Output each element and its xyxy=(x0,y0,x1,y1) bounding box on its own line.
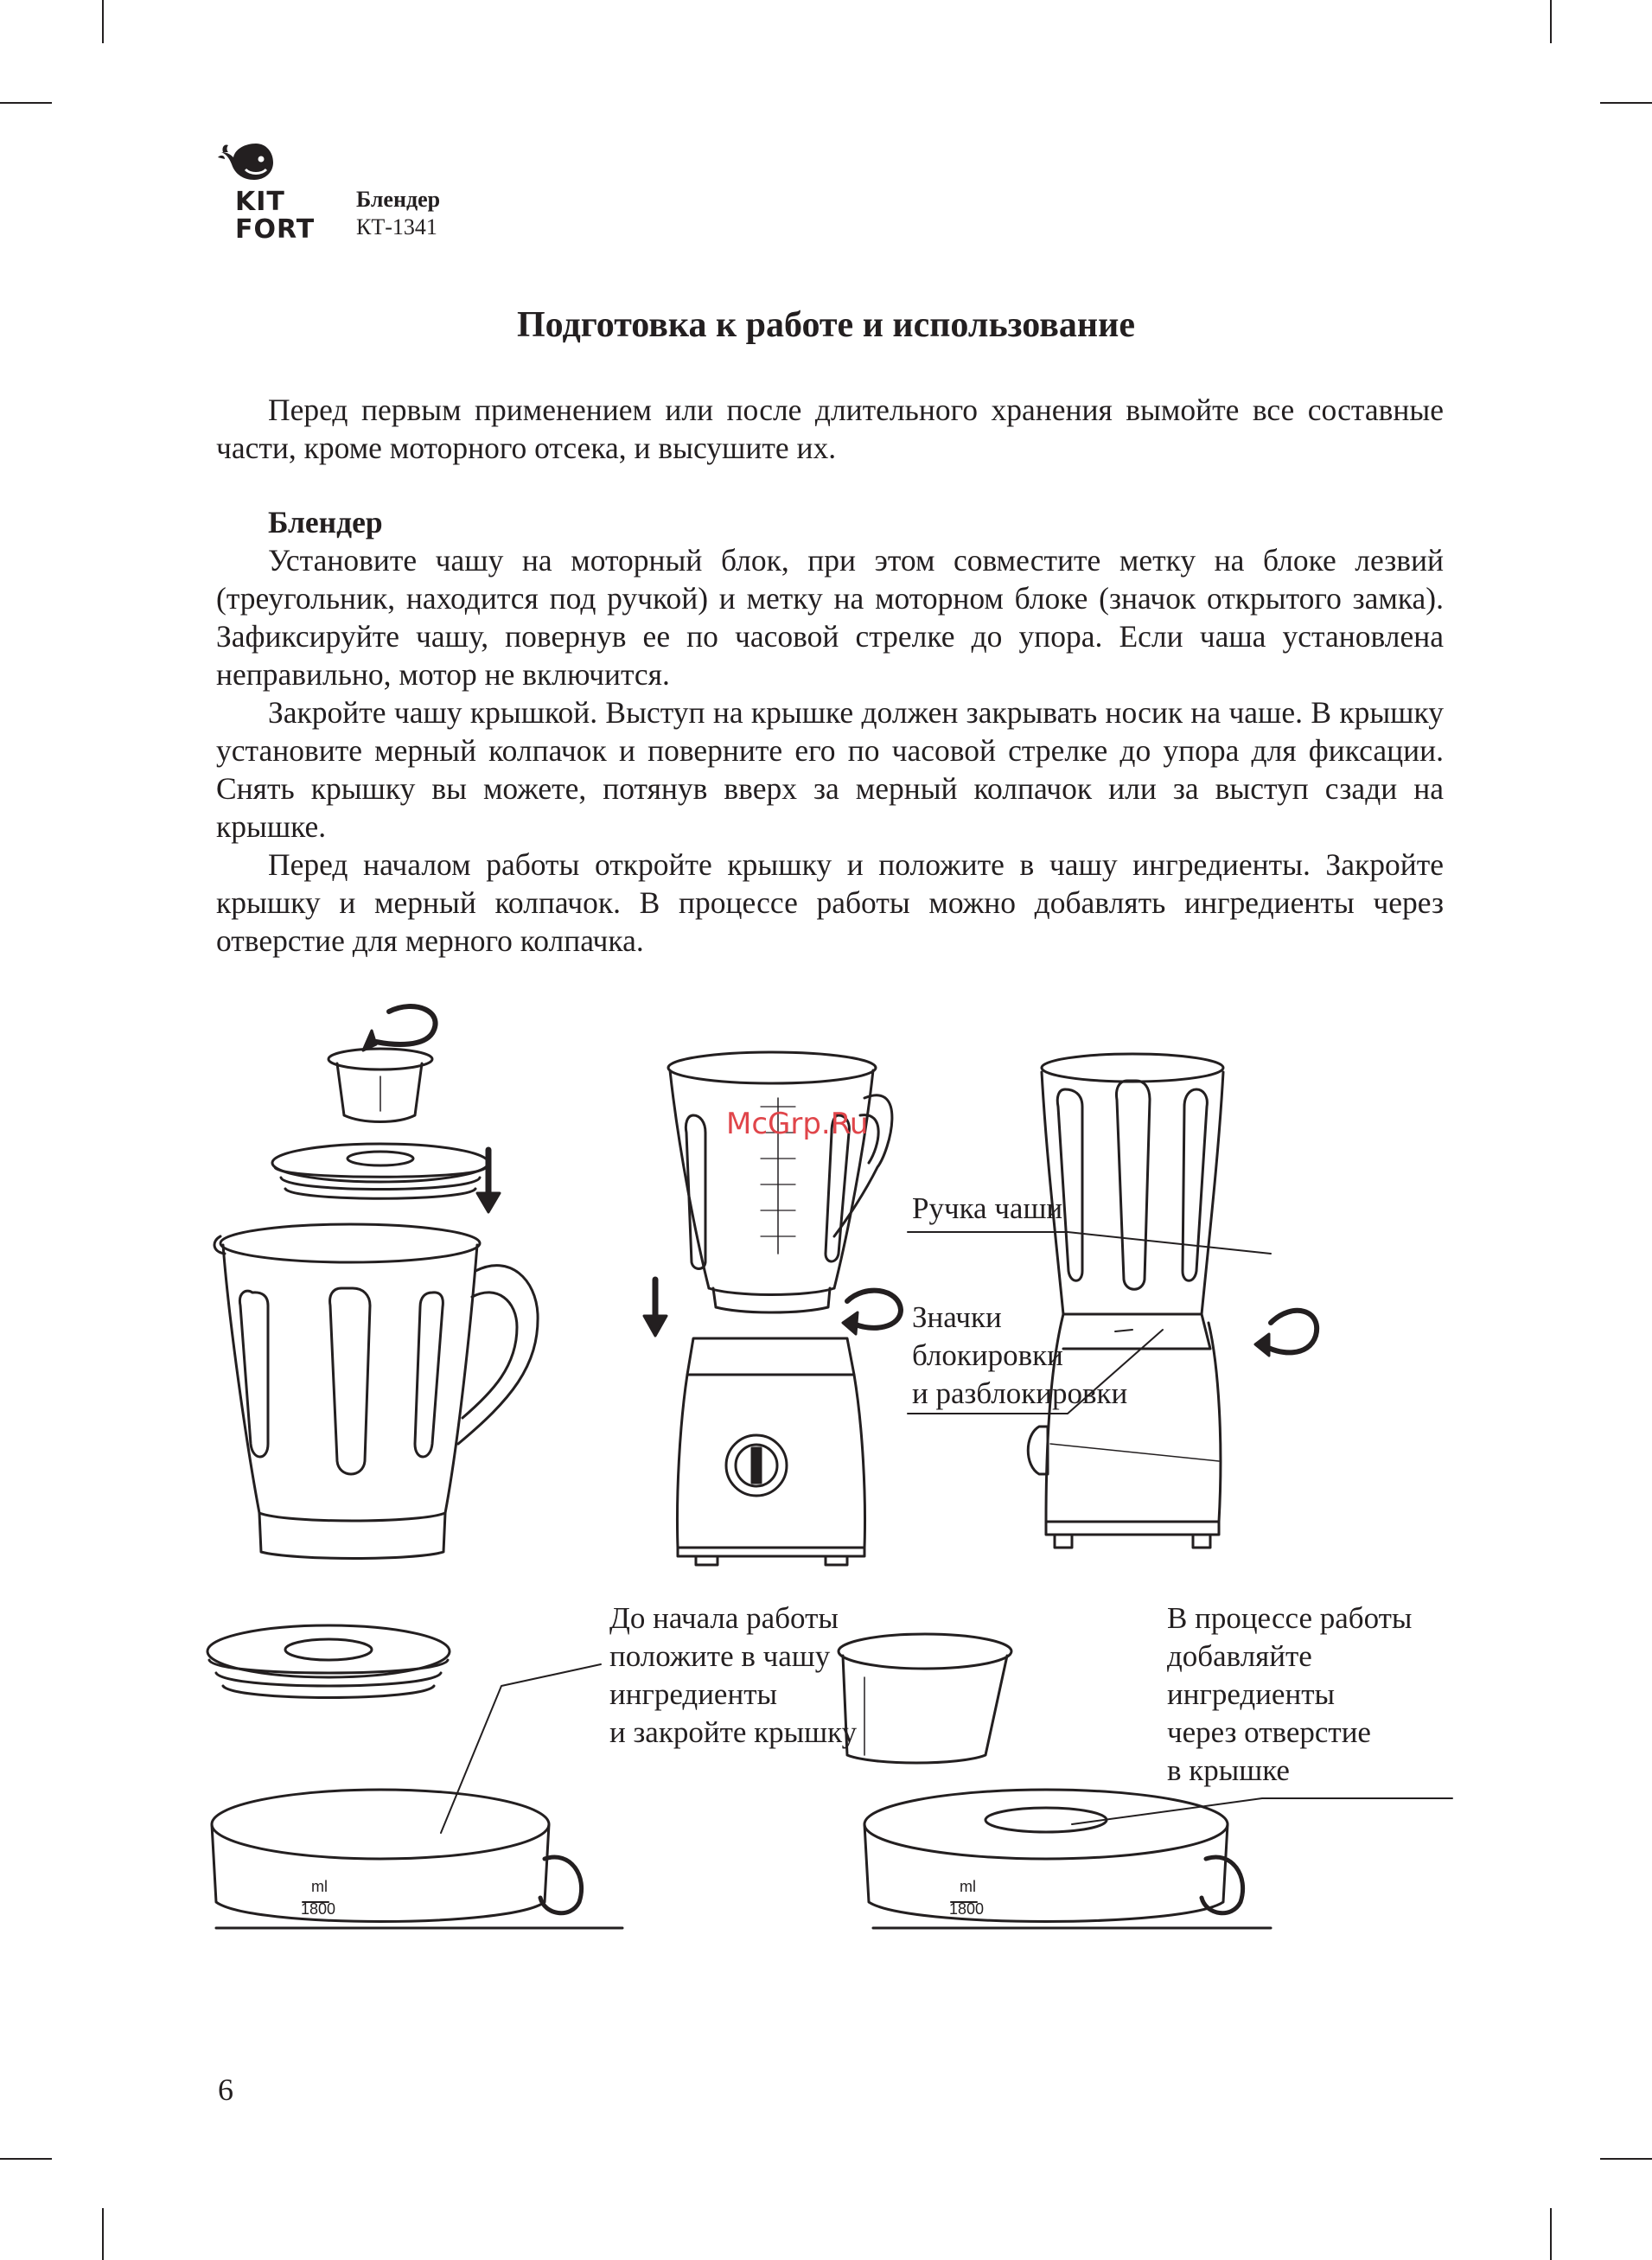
label-handle: Ручка чаши xyxy=(912,1191,1063,1225)
section-title: Подготовка к работе и использование xyxy=(517,305,1135,345)
jar-mark-1800: 1800 xyxy=(301,1900,336,1918)
brand-wordmark xyxy=(235,188,315,244)
crop-mark xyxy=(1600,2158,1652,2160)
label-lock-icons: Значки блокировки и разблокировки xyxy=(912,1300,1128,1410)
page-number: 6 xyxy=(218,2072,233,2107)
watermark: McGrp.Ru xyxy=(726,1107,869,1141)
whale-logo-icon xyxy=(216,138,328,190)
brand-line2: FORT xyxy=(235,214,316,245)
jar-mark-1800-2: 1800 xyxy=(949,1900,985,1918)
subheading: Блендер xyxy=(268,505,383,539)
crop-mark xyxy=(1550,0,1552,43)
blender-assembly-figure xyxy=(199,994,1461,1997)
intro-text xyxy=(216,391,1444,467)
crop-mark xyxy=(102,2208,104,2260)
crop-mark xyxy=(102,0,104,43)
brand-line1: KIT xyxy=(235,187,285,217)
jar-mark-ml: ml xyxy=(311,1878,328,1895)
label-during-operation: В процессе работы добавляйте ингредиенты через отверстие в крышке xyxy=(1167,1601,1413,1787)
crop-mark xyxy=(1600,102,1652,104)
paragraph-2: Закройте чашу крышкой. Выступ на крышке должен закрывать носик на чаше. В крышку установите мерный колпачок и поверните его по часовой стрелке до упора для фиксации. Снять крышку вы можете, потянув вверх за мерный колпачок или за выступ сзади на крышке. xyxy=(216,695,1444,844)
paragraph-1: Установите чашу на моторный блок, при этом совместите метку на блоке лезвий (треугольник, находится под ручкой) и метку на моторном блоке (значок открытого замка). Зафиксируйте чашу, повернув ее по часовой стрелке до упора. Если чаша установлена неправильно, мотор не включится. xyxy=(216,543,1444,692)
blender-section xyxy=(216,503,1444,960)
crop-mark xyxy=(0,102,52,104)
intro-paragraph: Перед первым применением или после длительного хранения вымойте все составные части, кроме моторного отсека, и высушите их. xyxy=(216,393,1444,465)
crop-mark xyxy=(1550,2208,1552,2260)
jar-mark-ml-2: ml xyxy=(960,1878,976,1895)
lid-over-jar-group xyxy=(207,1625,622,1928)
rotate-arrow-icon xyxy=(376,1006,436,1044)
crop-mark xyxy=(0,2158,52,2160)
assembly-illustration xyxy=(199,994,1461,1997)
header-product: Блендер xyxy=(356,187,441,212)
exploded-jar-group xyxy=(214,1006,538,1558)
label-before-operation: До начала работы положите в чашу ингредиенты и закройте крышку xyxy=(609,1601,858,1749)
paragraph-3: Перед началом работы откройте крышку и положите в чашу ингредиенты. Закройте крышку и мерный колпачок. В процессе работы можно добавлять ингредиенты через отверстие для мерного колпачка. xyxy=(216,847,1444,958)
header-model: КТ-1341 xyxy=(356,214,437,239)
